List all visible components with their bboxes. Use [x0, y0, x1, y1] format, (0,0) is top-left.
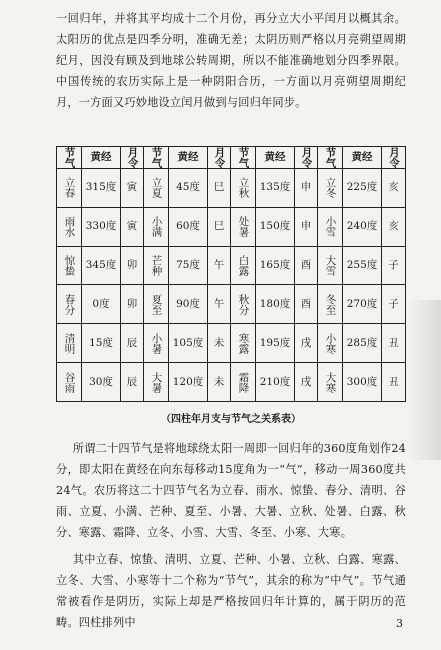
longitude-cell: 270度	[343, 285, 382, 324]
month-branch-cell: 酉	[295, 246, 318, 285]
term-cell: 惊蛰	[57, 246, 82, 285]
longitude-cell: 0度	[82, 285, 121, 324]
term-cell: 立夏	[144, 169, 169, 208]
longitude-cell: 105度	[169, 324, 208, 363]
month-branch-cell: 未	[208, 324, 231, 363]
page-number: 3	[396, 617, 403, 630]
month-branch-cell: 亥	[382, 169, 406, 208]
solar-terms-paragraph: 所谓二十四节气是将地球绕太阳一周即一回归年的360度角划作24分，即太阳在黄经在向东每移动15度角为一“气”，移动一周360度共24气。农历将这二十四节气名为立春、雨水、惊蛰、春分、清明、谷雨、立夏、小满、芒种、夏至、小暑、大暑、立秋、处暑、白露、秋分、寒露、霜降、立冬、小雪、大雪、冬至、小寒、大寒。	[56, 442, 406, 539]
longitude-cell: 225度	[343, 169, 382, 208]
jieqi-paragraph: 其中立春、惊蛰、清明、立夏、芒种、小暑、立秋、白露、寒露、立冬、大雪、小寒等十二个称为“节气”，其余的称为“中气”。节气通常被看作是阴历，实际上却是严格按回归年计算的，属于阴历的范畴。四柱排列中	[56, 553, 406, 629]
month-branch-cell: 丑	[382, 363, 406, 402]
header-cell: 月令	[382, 147, 406, 169]
solar-terms-table	[56, 146, 406, 402]
term-cell: 霜降	[231, 363, 256, 402]
term-cell: 小满	[144, 207, 169, 246]
longitude-cell: 195度	[256, 324, 295, 363]
term-cell: 小寒	[318, 324, 343, 363]
term-cell: 清明	[57, 324, 82, 363]
longitude-cell: 15度	[82, 324, 121, 363]
header-cell: 黄经	[169, 147, 208, 169]
month-branch-cell: 午	[208, 285, 231, 324]
month-branch-cell: 未	[208, 363, 231, 402]
header-cell: 黄经	[82, 147, 121, 169]
term-cell: 大雪	[318, 246, 343, 285]
month-branch-cell: 巳	[208, 169, 231, 208]
longitude-cell: 285度	[343, 324, 382, 363]
table-caption: （四柱年月支与节气之关系表）	[161, 414, 301, 425]
term-cell: 雨水	[57, 207, 82, 246]
table-row	[57, 169, 406, 208]
longitude-cell: 300度	[343, 363, 382, 402]
longitude-cell: 315度	[82, 169, 121, 208]
longitude-cell: 120度	[169, 363, 208, 402]
term-cell: 小暑	[144, 324, 169, 363]
month-branch-cell: 卯	[121, 285, 144, 324]
header-cell: 月令	[208, 147, 231, 169]
month-branch-cell: 酉	[295, 285, 318, 324]
term-cell: 白露	[231, 246, 256, 285]
term-cell: 小雪	[318, 207, 343, 246]
table-row	[57, 207, 406, 246]
month-branch-cell: 卯	[121, 246, 144, 285]
month-branch-cell: 戌	[295, 324, 318, 363]
month-branch-cell: 申	[295, 169, 318, 208]
longitude-cell: 45度	[169, 169, 208, 208]
longitude-cell: 135度	[256, 169, 295, 208]
term-cell: 立冬	[318, 169, 343, 208]
month-branch-cell: 子	[382, 285, 406, 324]
longitude-cell: 330度	[82, 207, 121, 246]
table-header-row	[57, 147, 406, 169]
header-cell: 节气	[318, 147, 343, 169]
month-branch-cell: 巳	[208, 207, 231, 246]
month-branch-cell: 寅	[121, 207, 144, 246]
header-cell: 黄经	[256, 147, 295, 169]
header-cell: 月令	[295, 147, 318, 169]
longitude-cell: 255度	[343, 246, 382, 285]
month-branch-cell: 申	[295, 207, 318, 246]
month-branch-cell: 亥	[382, 207, 406, 246]
term-cell: 冬至	[318, 285, 343, 324]
month-branch-cell: 子	[382, 246, 406, 285]
term-cell: 芒种	[144, 246, 169, 285]
longitude-cell: 345度	[82, 246, 121, 285]
intro-paragraph: 一回归年，并将其平均成十二个月份，再分立大小平闰月以概其余。太阳历的优点是四季分明，准确无差；太阴历则严格以月亮朔望周期纪月，因没有顾及到地球公转周期，所以不能准确地划分四季界限。中国传统的农历实际上是一种阴阳合历，一方面以月亮朔望周期纪月，一方面又巧妙地设立闰月做到与回归年同步。	[56, 12, 406, 109]
term-cell: 谷雨	[57, 363, 82, 402]
header-cell: 节气	[144, 147, 169, 169]
longitude-cell: 60度	[169, 207, 208, 246]
month-branch-cell: 寅	[121, 169, 144, 208]
month-branch-cell: 戌	[295, 363, 318, 402]
month-branch-cell: 辰	[121, 363, 144, 402]
term-cell: 立春	[57, 169, 82, 208]
term-cell: 处暑	[231, 207, 256, 246]
table-row	[57, 285, 406, 324]
term-cell: 立秋	[231, 169, 256, 208]
header-cell: 月令	[121, 147, 144, 169]
header-cell: 节气	[57, 147, 82, 169]
longitude-cell: 75度	[169, 246, 208, 285]
longitude-cell: 240度	[343, 207, 382, 246]
term-cell: 大寒	[318, 363, 343, 402]
header-cell: 黄经	[343, 147, 382, 169]
term-cell: 春分	[57, 285, 82, 324]
table-row	[57, 324, 406, 363]
longitude-cell: 210度	[256, 363, 295, 402]
longitude-cell: 150度	[256, 207, 295, 246]
term-cell: 夏至	[144, 285, 169, 324]
table-row	[57, 246, 406, 285]
term-cell: 秋分	[231, 285, 256, 324]
longitude-cell: 180度	[256, 285, 295, 324]
longitude-cell: 30度	[82, 363, 121, 402]
term-cell: 寒露	[231, 324, 256, 363]
table-row	[57, 363, 406, 402]
longitude-cell: 90度	[169, 285, 208, 324]
month-branch-cell: 午	[208, 246, 231, 285]
term-cell: 大暑	[144, 363, 169, 402]
month-branch-cell: 辰	[121, 324, 144, 363]
page-edge-shadow	[409, 300, 441, 460]
longitude-cell: 165度	[256, 246, 295, 285]
header-cell: 节气	[231, 147, 256, 169]
month-branch-cell: 丑	[382, 324, 406, 363]
